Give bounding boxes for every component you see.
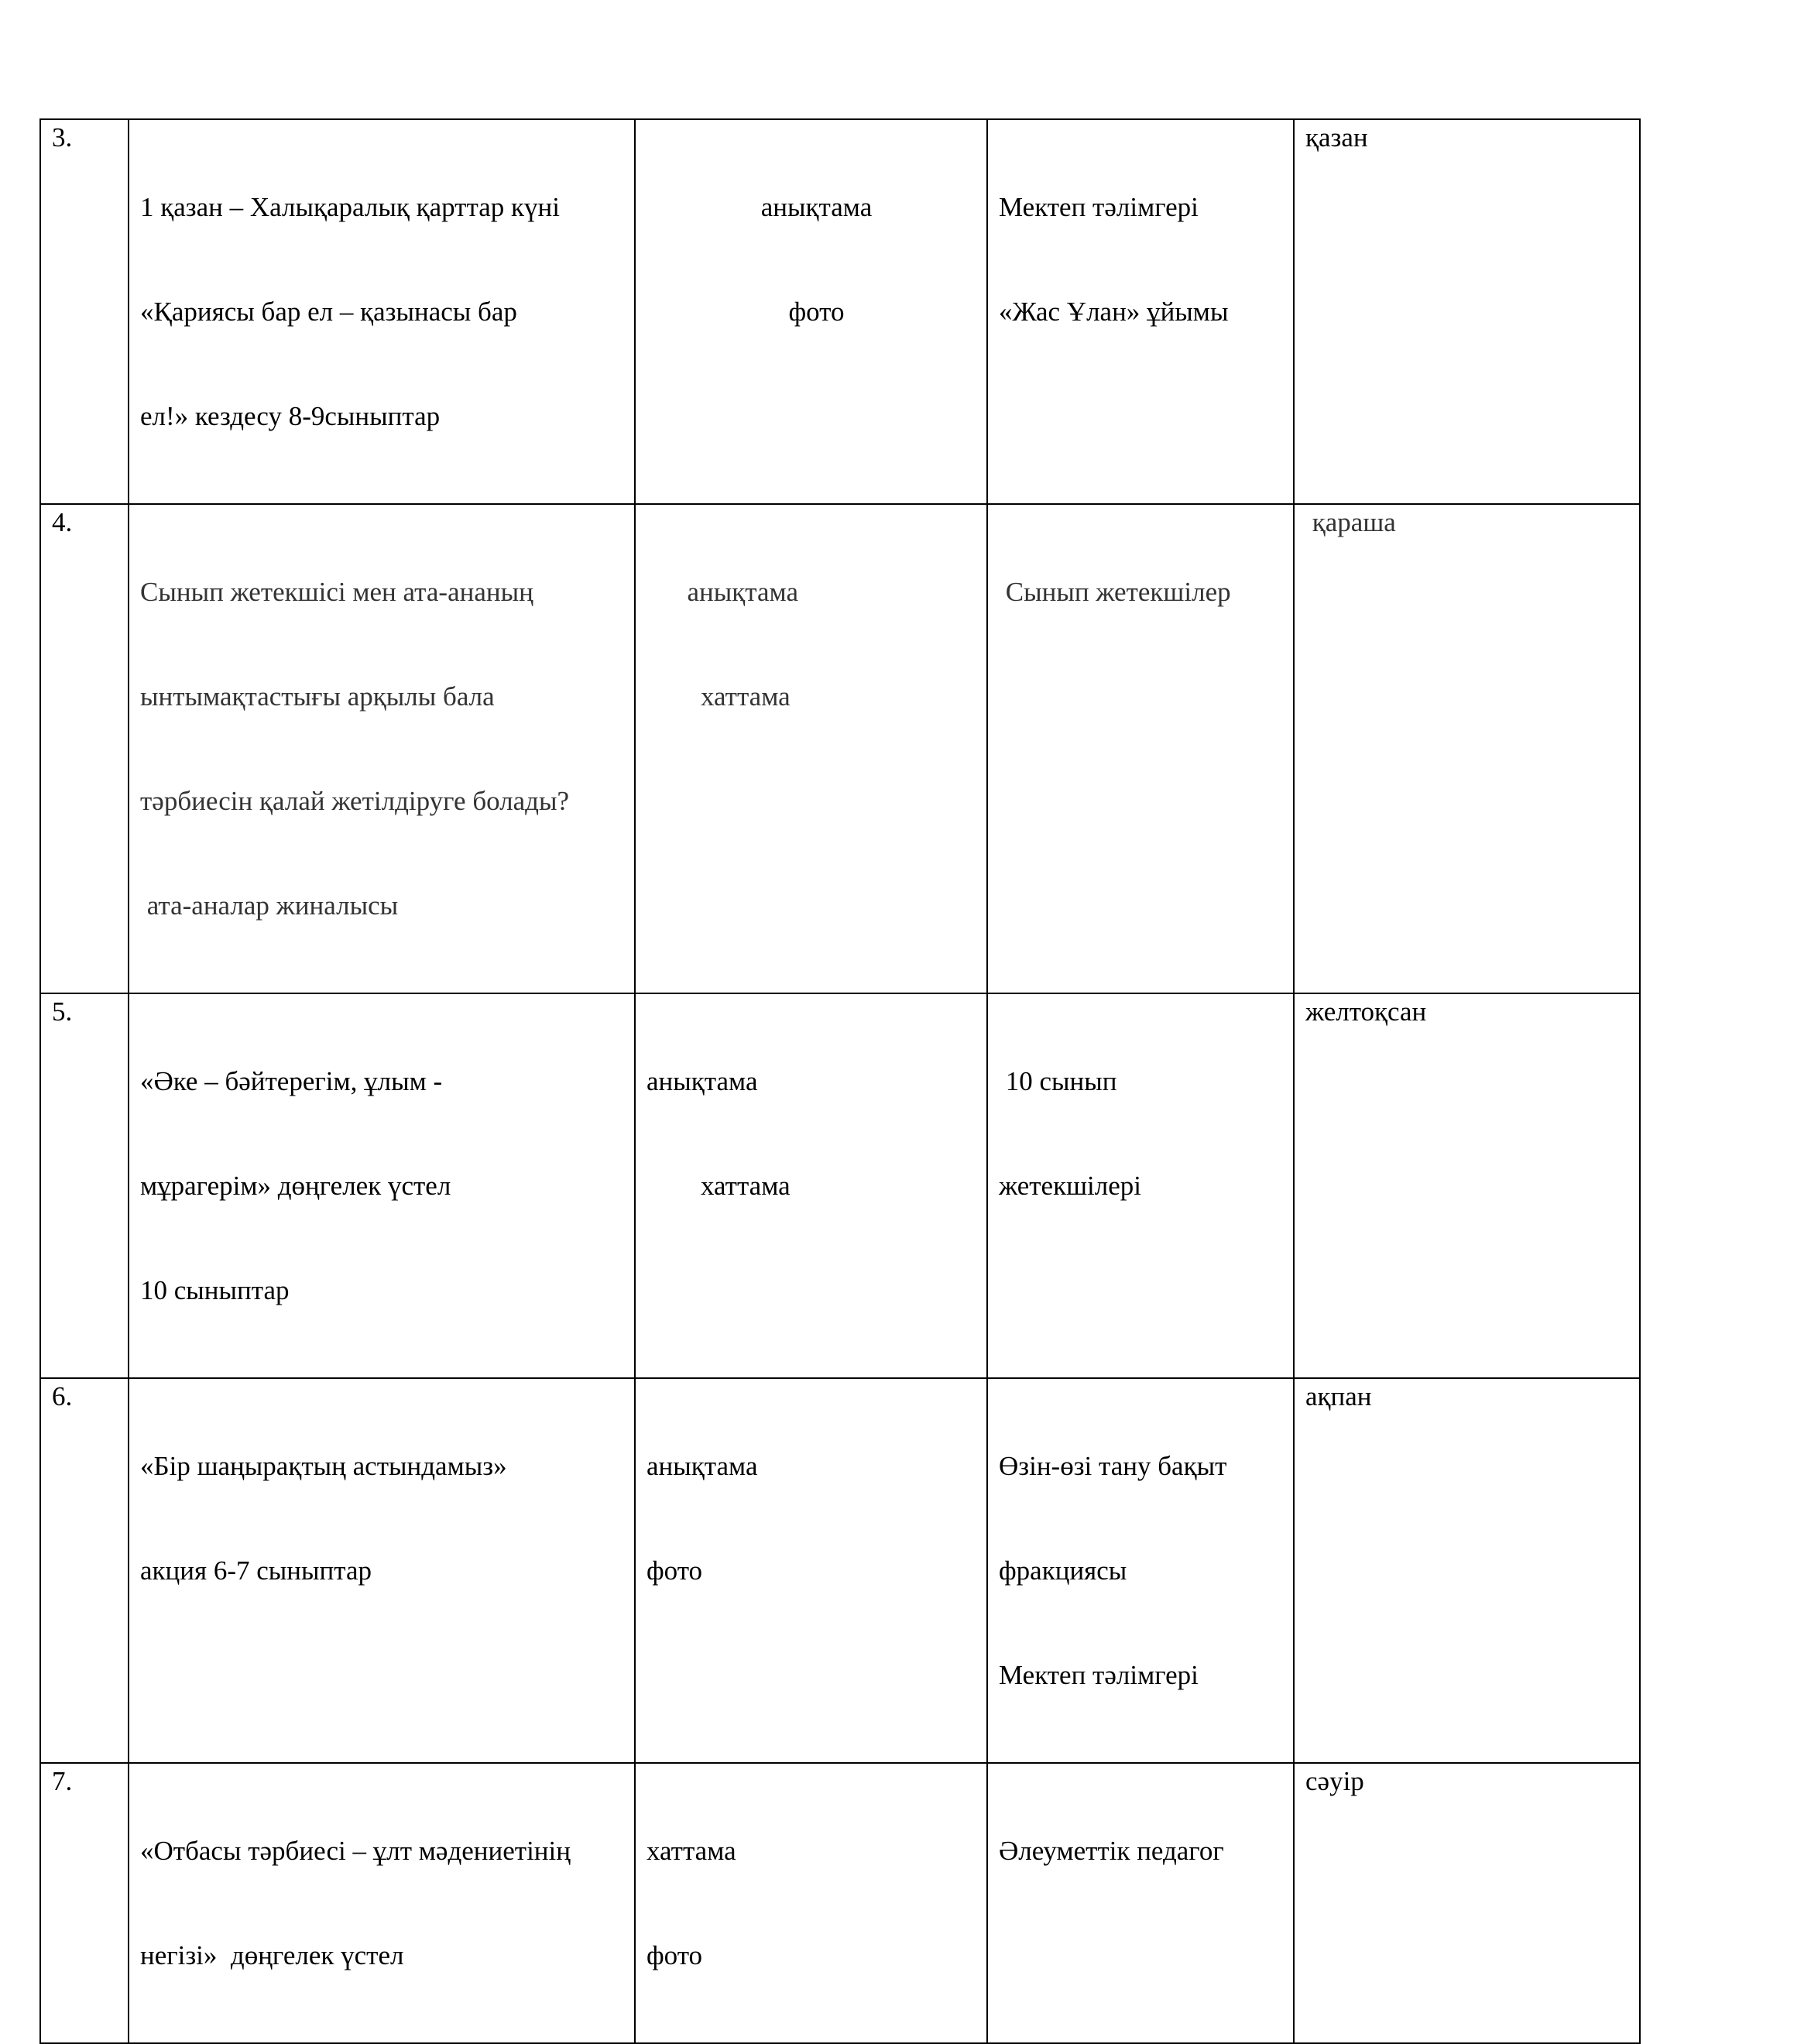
row-number-cell	[40, 993, 129, 1378]
table-row	[40, 504, 1640, 993]
report-form-line: анықтама	[647, 577, 798, 607]
event-cell	[129, 119, 635, 504]
row-number: 3.	[52, 122, 73, 153]
responsible-cell	[987, 504, 1294, 993]
date-text: қараша	[1305, 507, 1396, 537]
report-form-line: фото	[647, 1940, 703, 1970]
event-cell	[129, 1763, 635, 2043]
table-row	[40, 119, 1640, 504]
event-text-line: ынтымақтастығы арқылы бала	[140, 681, 495, 712]
row-number-cell	[40, 504, 129, 993]
row-number: 6.	[52, 1381, 73, 1411]
date-text: желтоқсан	[1305, 996, 1427, 1027]
row-number-cell	[40, 1378, 129, 1763]
date-text: қазан	[1305, 122, 1368, 153]
event-cell	[129, 993, 635, 1378]
report-form-line: хаттама	[647, 681, 791, 712]
event-text-line: «Қариясы бар ел – қазынасы бар	[140, 297, 517, 327]
report-form-cell	[635, 993, 987, 1378]
row-number: 7.	[52, 1766, 73, 1796]
responsible-line: жетекшілері	[999, 1171, 1141, 1201]
event-text-line: 1 қазан – Халықаралық қарттар күні	[140, 192, 560, 222]
responsible-line: Мектеп тәлімгері	[999, 1660, 1199, 1690]
date-cell	[1294, 1378, 1640, 1763]
event-text-line: негізі» дөңгелек үстел	[140, 1940, 404, 1970]
event-text-line: ел!» кездесу 8-9сыныптар	[140, 401, 441, 431]
event-cell	[129, 504, 635, 993]
event-text-line: мұрагерім» дөңгелек үстел	[140, 1171, 451, 1201]
responsible-line: Әлеуметтік педагог	[999, 1836, 1224, 1866]
date-cell	[1294, 504, 1640, 993]
report-form-cell	[635, 504, 987, 993]
event-cell	[129, 1378, 635, 1763]
report-form-cell	[635, 119, 987, 504]
table-row	[40, 1763, 1640, 2043]
row-number: 5.	[52, 996, 73, 1027]
report-form-line: фото	[788, 297, 845, 327]
report-form-line: хаттама	[647, 1171, 791, 1201]
responsible-cell	[987, 119, 1294, 504]
event-text-line: «Бір шаңырақтың астындамыз»	[140, 1451, 507, 1481]
event-text-line: Сынып жетекшісі мен ата-ананың	[140, 577, 533, 607]
report-form-cell	[635, 1763, 987, 2043]
responsible-cell	[987, 1378, 1294, 1763]
responsible-cell	[987, 993, 1294, 1378]
responsible-line: 10 сынып	[999, 1066, 1117, 1096]
event-text-line: «Отбасы тәрбиесі – ұлт мәдениетінің	[140, 1836, 571, 1866]
event-text-line: «Әке – бәйтерегім, ұлым -	[140, 1066, 443, 1096]
responsible-line: фракциясы	[999, 1555, 1127, 1586]
report-form-line: анықтама	[760, 192, 873, 222]
report-form-cell	[635, 1378, 987, 1763]
row-number-cell	[40, 119, 129, 504]
report-form-line: анықтама	[647, 1066, 758, 1096]
table-row	[40, 1378, 1640, 1763]
event-text-line: акция 6-7 сыныптар	[140, 1555, 372, 1586]
report-form-line: хаттама	[647, 1836, 736, 1866]
date-cell	[1294, 1763, 1640, 2043]
responsible-cell	[987, 1763, 1294, 2043]
event-text-line: тәрбиесін қалай жетілдіруге болады?	[140, 786, 570, 816]
event-text-line: ата-аналар жиналысы	[140, 890, 399, 921]
date-text: ақпан	[1305, 1381, 1372, 1411]
table-row	[40, 993, 1640, 1378]
row-number-cell	[40, 1763, 129, 2043]
responsible-line: «Жас Ұлан» ұйымы	[999, 297, 1229, 327]
responsible-line: Мектеп тәлімгері	[999, 192, 1199, 222]
date-cell	[1294, 119, 1640, 504]
events-plan-table	[39, 118, 1641, 2044]
report-form-line: анықтама	[647, 1451, 758, 1481]
event-text-line: 10 сыныптар	[140, 1275, 290, 1305]
date-text: сәуір	[1305, 1766, 1364, 1796]
report-form-line: фото	[647, 1555, 703, 1586]
responsible-line: Өзін-өзі тану бақыт	[999, 1451, 1227, 1481]
responsible-line: Сынып жетекшілер	[999, 577, 1231, 607]
date-cell	[1294, 993, 1640, 1378]
row-number: 4.	[52, 507, 73, 537]
